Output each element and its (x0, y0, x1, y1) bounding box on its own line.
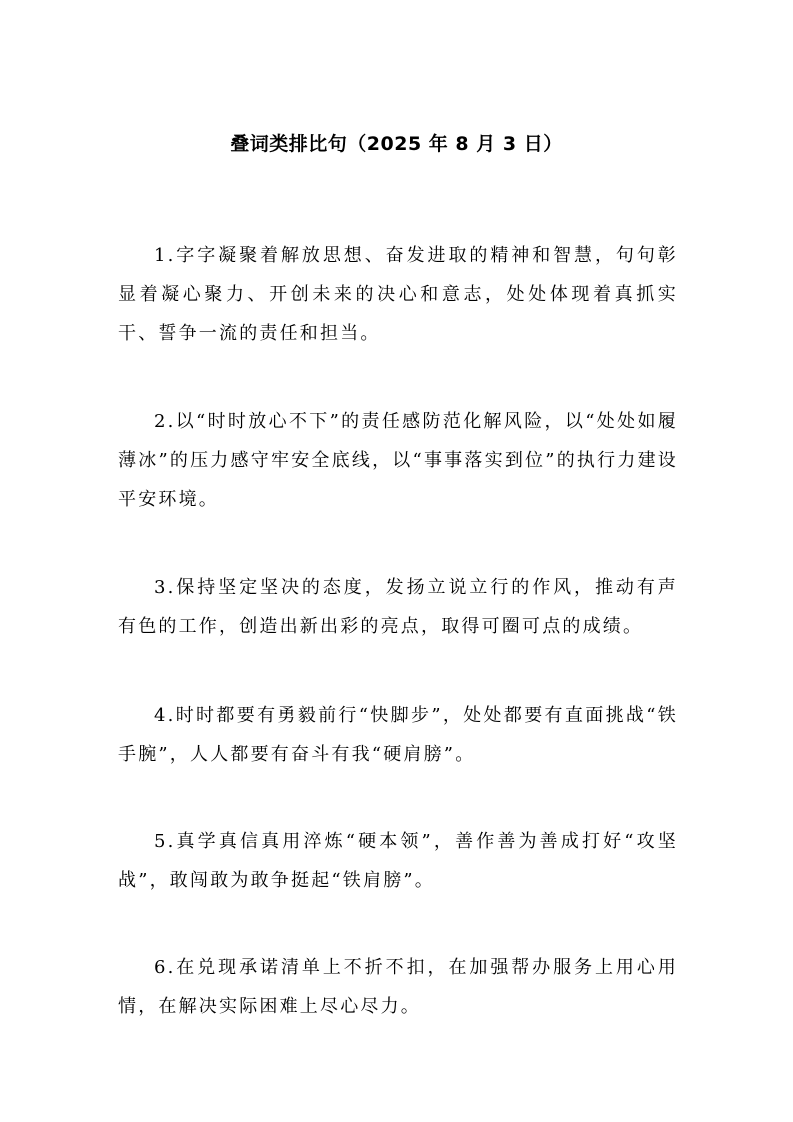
paragraph-1: 1.字字凝聚着解放思想、奋发进取的精神和智慧，句句彰显着凝心聚力、开创未来的决心和意志，处处体现着真抓实干、誓争一流的责任和担当。 (118, 245, 678, 344)
paragraph-2: 2.以“时时放心不下”的责任感防范化解风险，以“处处如履薄冰”的压力感守牢安全底线，以“事事落实到位”的执行力建设平安环境。 (118, 411, 678, 510)
paragraph-6: 6.在兑现承诺清单上不折不扣，在加强帮办服务上用心用情，在解决实际困难上尽心尽力。 (118, 957, 678, 1017)
document-title: 叠词类排比句（2025 年 8 月 3 日） (230, 133, 563, 155)
paragraph-4: 4.时时都要有勇毅前行“快脚步”，处处都要有直面挑战“铁手腕”，人人都要有奋斗有我“硬肩膀”。 (118, 705, 678, 765)
paragraph-3: 3.保持坚定坚决的态度，发扬立说立行的作风，推动有声有色的工作，创造出新出彩的亮点，取得可圈可点的成绩。 (118, 577, 678, 637)
paragraph-5: 5.真学真信真用淬炼“硬本领”，善作善为善成打好“攻坚战”，敢闯敢为敢争挺起“铁肩膀”。 (118, 831, 678, 891)
